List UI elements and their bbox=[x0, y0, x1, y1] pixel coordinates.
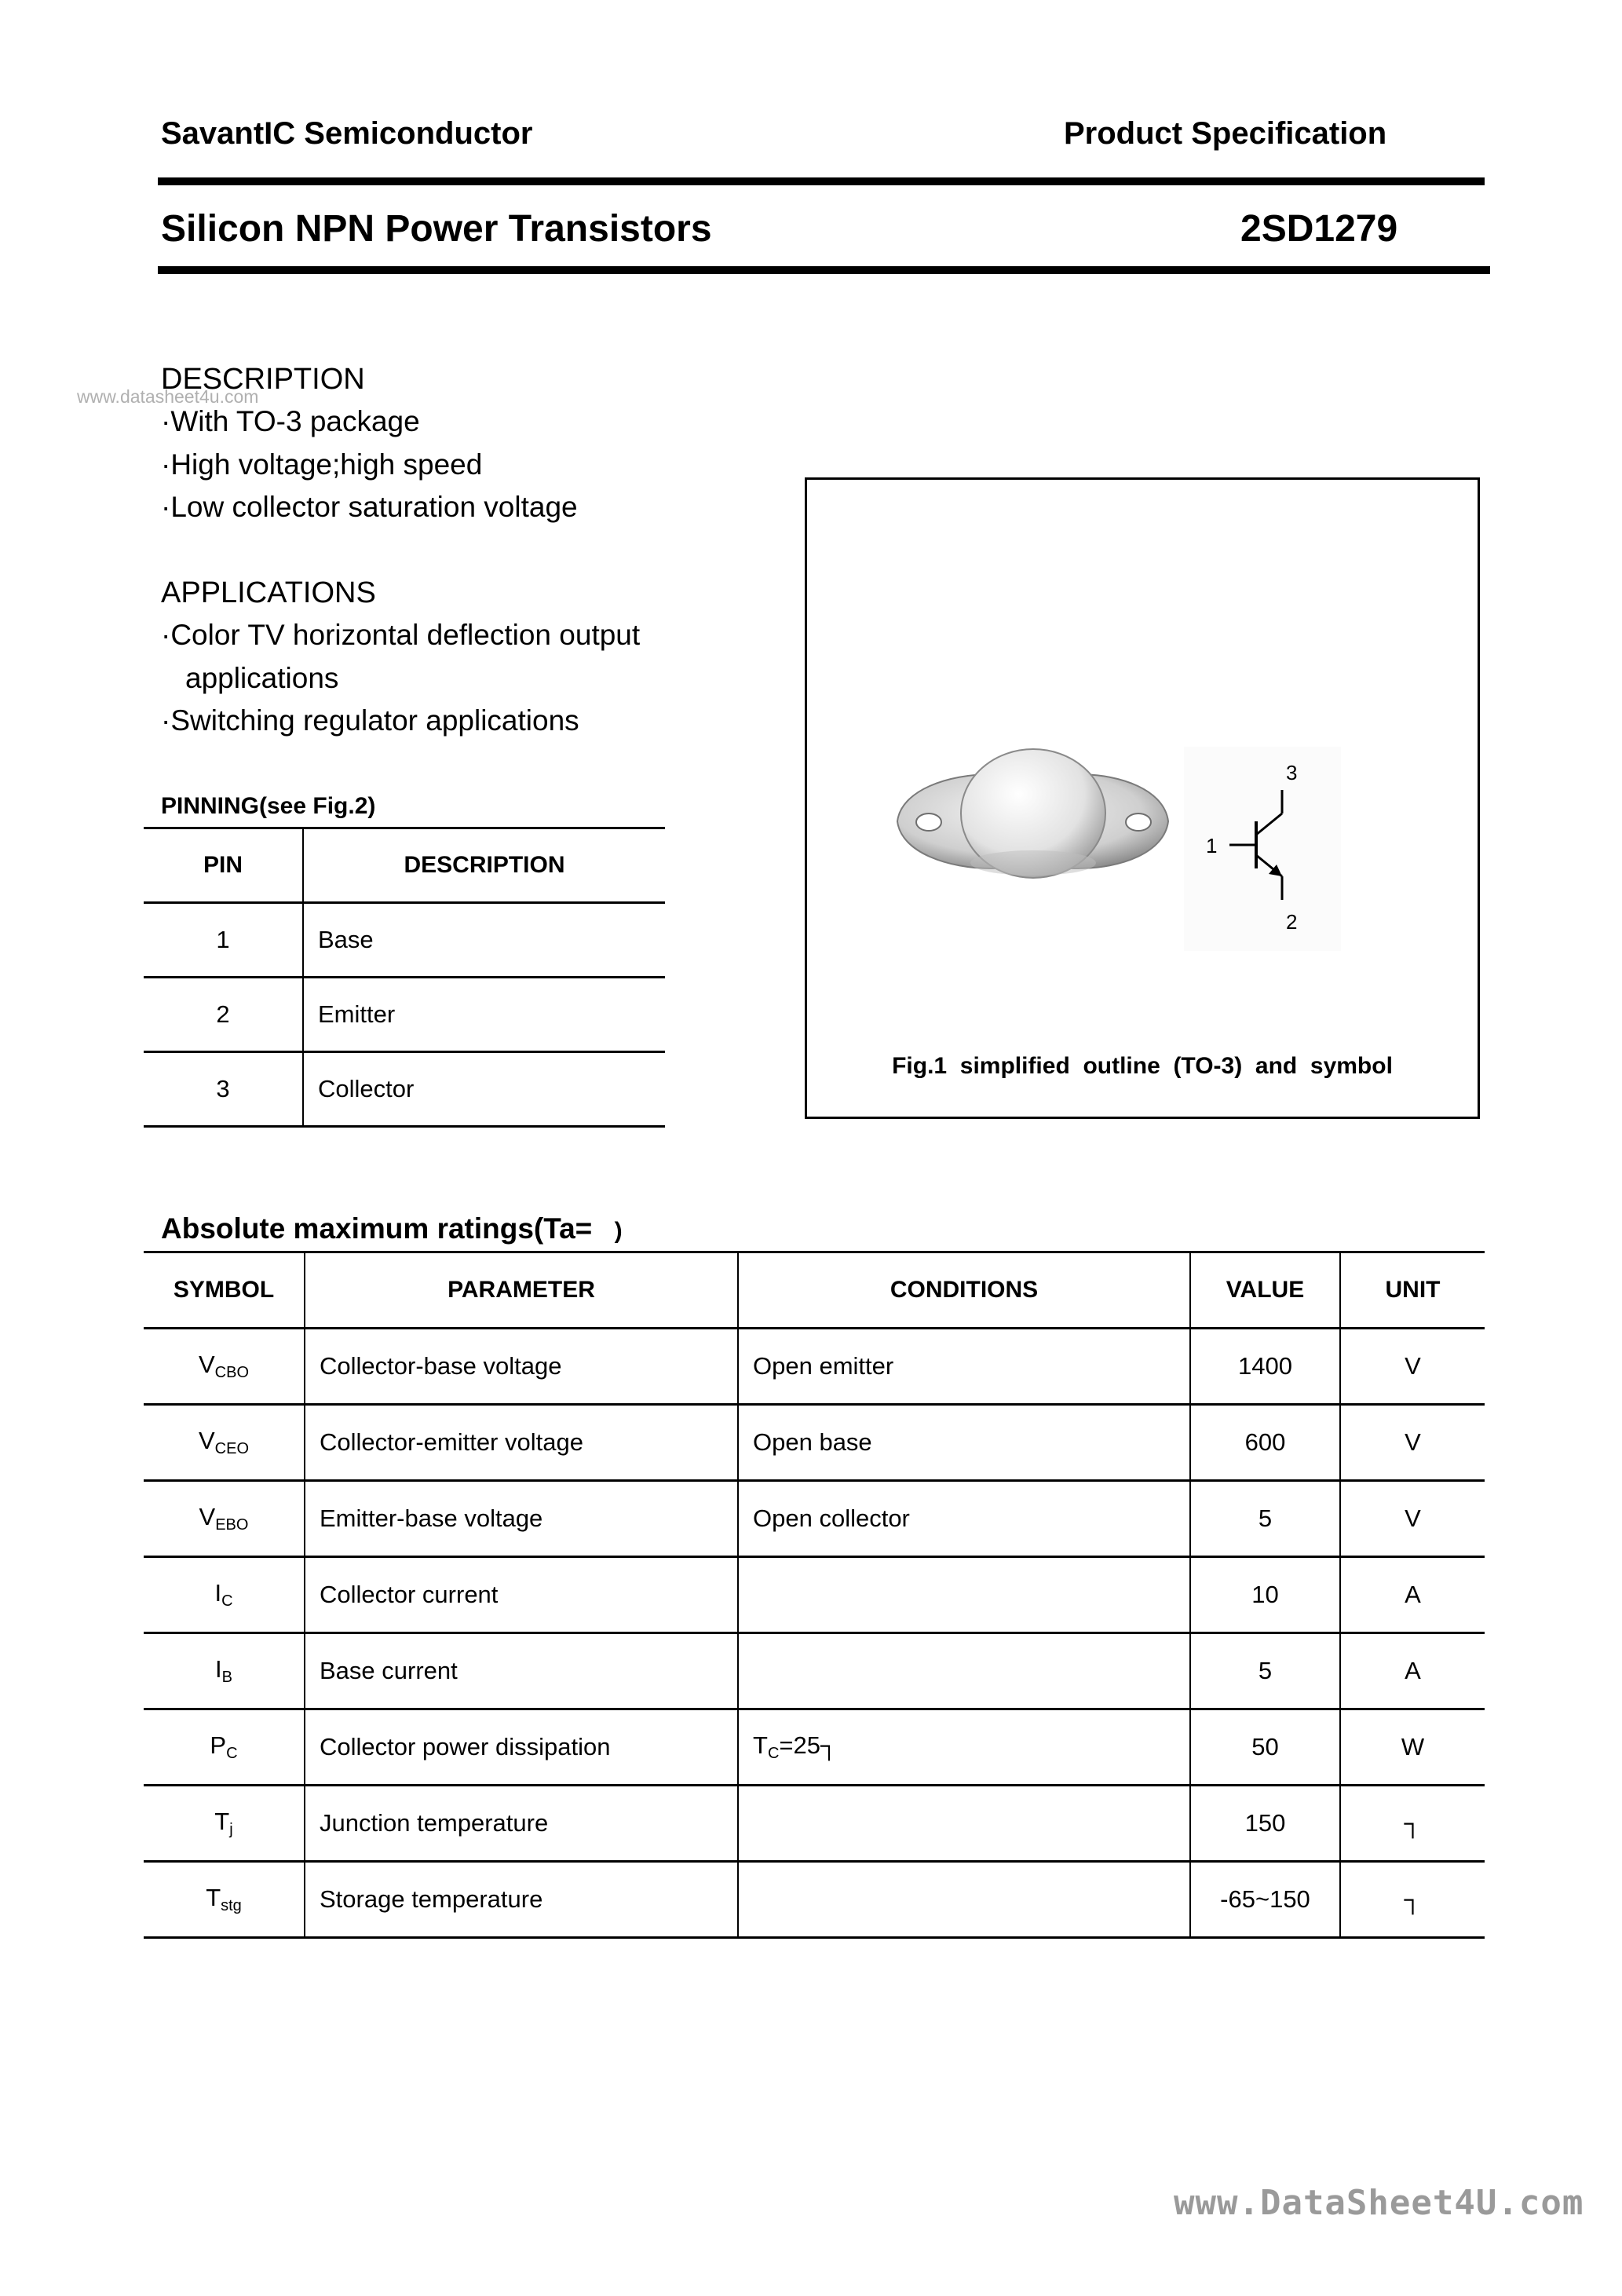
description-item: ·High voltage;high speed bbox=[161, 448, 483, 481]
table-row bbox=[144, 1405, 1485, 1481]
parameter-cell: Storage temperature bbox=[305, 1862, 738, 1938]
ratings-table bbox=[144, 1251, 1485, 1939]
conditions-cell bbox=[738, 1557, 1190, 1633]
table-row bbox=[144, 1329, 1485, 1405]
parameter-cell: Collector power dissipation bbox=[305, 1709, 738, 1786]
description-heading: DESCRIPTION bbox=[161, 363, 365, 396]
figure-caption: Fig.1 simplified outline (TO-3) and symbol bbox=[892, 1053, 1393, 1079]
symbol-cell bbox=[144, 1405, 305, 1481]
symbol-letter: V bbox=[199, 1503, 216, 1530]
symbol-letter: T bbox=[206, 1884, 221, 1911]
conditions-cell bbox=[738, 1709, 1190, 1786]
pin-label-1: 1 bbox=[1206, 834, 1218, 857]
unit-cell: V bbox=[1340, 1329, 1485, 1405]
to3-package-image bbox=[807, 480, 1478, 1117]
value-cell: 150 bbox=[1190, 1786, 1340, 1862]
value-cell: 600 bbox=[1190, 1405, 1340, 1481]
symbol-cell bbox=[144, 1709, 305, 1786]
parameter-cell: Junction temperature bbox=[305, 1786, 738, 1862]
col-header-value: VALUE bbox=[1190, 1252, 1340, 1329]
header-rule-bottom bbox=[158, 266, 1490, 274]
pinning-table bbox=[144, 827, 665, 1128]
company-name: SavantIC Semiconductor bbox=[161, 116, 533, 151]
pin-number: 2 bbox=[144, 978, 303, 1052]
col-header-parameter: PARAMETER bbox=[305, 1252, 738, 1329]
degree-celsius-icon: ┐ bbox=[1404, 1885, 1422, 1913]
unit-cell: A bbox=[1340, 1633, 1485, 1709]
symbol-subscript: EBO bbox=[215, 1516, 249, 1534]
ratings-title-close: ) bbox=[614, 1218, 623, 1244]
watermark-bottom: www.DataSheet4U.com bbox=[1174, 2183, 1584, 2223]
figure-box bbox=[805, 477, 1480, 1119]
product-line: Silicon NPN Power Transistors bbox=[161, 208, 712, 250]
symbol-subscript: stg bbox=[221, 1897, 242, 1914]
table-row bbox=[144, 1481, 1485, 1557]
symbol-subscript: CBO bbox=[214, 1364, 250, 1381]
col-header-unit: UNIT bbox=[1340, 1252, 1485, 1329]
parameter-cell: Base current bbox=[305, 1633, 738, 1709]
unit-cell: V bbox=[1340, 1481, 1485, 1557]
table-row bbox=[144, 1633, 1485, 1709]
application-item: ·Color TV horizontal deflection output bbox=[161, 619, 641, 651]
table-row bbox=[144, 1862, 1485, 1938]
value-cell: 5 bbox=[1190, 1633, 1340, 1709]
symbol-cell bbox=[144, 1481, 305, 1557]
pin-description: Base bbox=[303, 903, 665, 978]
symbol-subscript: B bbox=[221, 1669, 232, 1686]
part-number: 2SD1279 bbox=[1240, 208, 1398, 250]
table-header-row bbox=[144, 828, 665, 903]
condition-subscript: C bbox=[767, 1745, 780, 1762]
unit-cell: V bbox=[1340, 1405, 1485, 1481]
value-cell: -65~150 bbox=[1190, 1862, 1340, 1938]
applications-heading: APPLICATIONS bbox=[161, 576, 376, 609]
symbol-letter: I bbox=[214, 1579, 222, 1607]
doc-type: Product Specification bbox=[1064, 116, 1387, 151]
description-item: ·With TO-3 package bbox=[161, 405, 420, 437]
conditions-cell: Open collector bbox=[738, 1481, 1190, 1557]
conditions-cell bbox=[738, 1786, 1190, 1862]
symbol-letter: V bbox=[198, 1351, 215, 1378]
table-row bbox=[144, 1709, 1485, 1786]
col-header-symbol: SYMBOL bbox=[144, 1252, 305, 1329]
parameter-cell: Collector-base voltage bbox=[305, 1329, 738, 1405]
conditions-cell bbox=[738, 1633, 1190, 1709]
parameter-cell: Collector-emitter voltage bbox=[305, 1405, 738, 1481]
pin-number: 3 bbox=[144, 1052, 303, 1127]
symbol-letter: I bbox=[215, 1655, 222, 1683]
pinning-title: PINNING(see Fig.2) bbox=[161, 793, 376, 819]
unit-cell: W bbox=[1340, 1709, 1485, 1786]
col-header-description: DESCRIPTION bbox=[303, 828, 665, 903]
unit-cell bbox=[1340, 1786, 1485, 1862]
table-row bbox=[144, 978, 665, 1052]
table-row bbox=[144, 1786, 1485, 1862]
symbol-subscript: CEO bbox=[214, 1440, 250, 1457]
unit-cell bbox=[1340, 1862, 1485, 1938]
pin-number: 1 bbox=[144, 903, 303, 978]
conditions-cell: Open emitter bbox=[738, 1329, 1190, 1405]
table-row bbox=[144, 1557, 1485, 1633]
header-rule-top bbox=[158, 177, 1485, 185]
parameter-cell: Emitter-base voltage bbox=[305, 1481, 738, 1557]
conditions-cell bbox=[738, 1862, 1190, 1938]
col-header-conditions: CONDITIONS bbox=[738, 1252, 1190, 1329]
condition-value: =25 bbox=[779, 1731, 820, 1759]
value-cell: 5 bbox=[1190, 1481, 1340, 1557]
application-item: ·Switching regulator applications bbox=[161, 704, 579, 737]
symbol-letter: V bbox=[198, 1427, 215, 1454]
pin-label-2: 2 bbox=[1286, 910, 1298, 934]
table-header-row bbox=[144, 1252, 1485, 1329]
symbol-cell bbox=[144, 1329, 305, 1405]
symbol-subscript: C bbox=[226, 1745, 238, 1762]
conditions-cell: Open base bbox=[738, 1405, 1190, 1481]
table-row bbox=[144, 903, 665, 978]
description-item: ·Low collector saturation voltage bbox=[161, 491, 578, 523]
symbol-cell bbox=[144, 1633, 305, 1709]
parameter-cell: Collector current bbox=[305, 1557, 738, 1633]
pin-description: Emitter bbox=[303, 978, 665, 1052]
ratings-title-text: Absolute maximum ratings(Ta= bbox=[161, 1212, 593, 1245]
symbol-cell bbox=[144, 1786, 305, 1862]
symbol-cell bbox=[144, 1862, 305, 1938]
ratings-title bbox=[161, 1212, 623, 1245]
symbol-cell bbox=[144, 1557, 305, 1633]
pin-label-3: 3 bbox=[1286, 761, 1298, 784]
symbol-subscript: C bbox=[221, 1592, 233, 1610]
col-header-pin: PIN bbox=[144, 828, 303, 903]
pin-description: Collector bbox=[303, 1052, 665, 1127]
degree-celsius-icon: ┐ bbox=[1404, 1809, 1422, 1837]
value-cell: 10 bbox=[1190, 1557, 1340, 1633]
table-row bbox=[144, 1052, 665, 1127]
watermark-top: www.datasheet4u.com bbox=[77, 386, 259, 407]
value-cell: 1400 bbox=[1190, 1329, 1340, 1405]
degree-celsius-icon: ┐ bbox=[820, 1731, 838, 1759]
value-cell: 50 bbox=[1190, 1709, 1340, 1786]
unit-cell: A bbox=[1340, 1557, 1485, 1633]
symbol-subscript: j bbox=[229, 1821, 233, 1838]
condition-symbol: T bbox=[753, 1731, 768, 1759]
symbol-letter: T bbox=[214, 1808, 230, 1835]
npn-transistor-symbol bbox=[1184, 747, 1341, 951]
application-item: applications bbox=[185, 662, 339, 694]
symbol-letter: P bbox=[210, 1731, 227, 1759]
